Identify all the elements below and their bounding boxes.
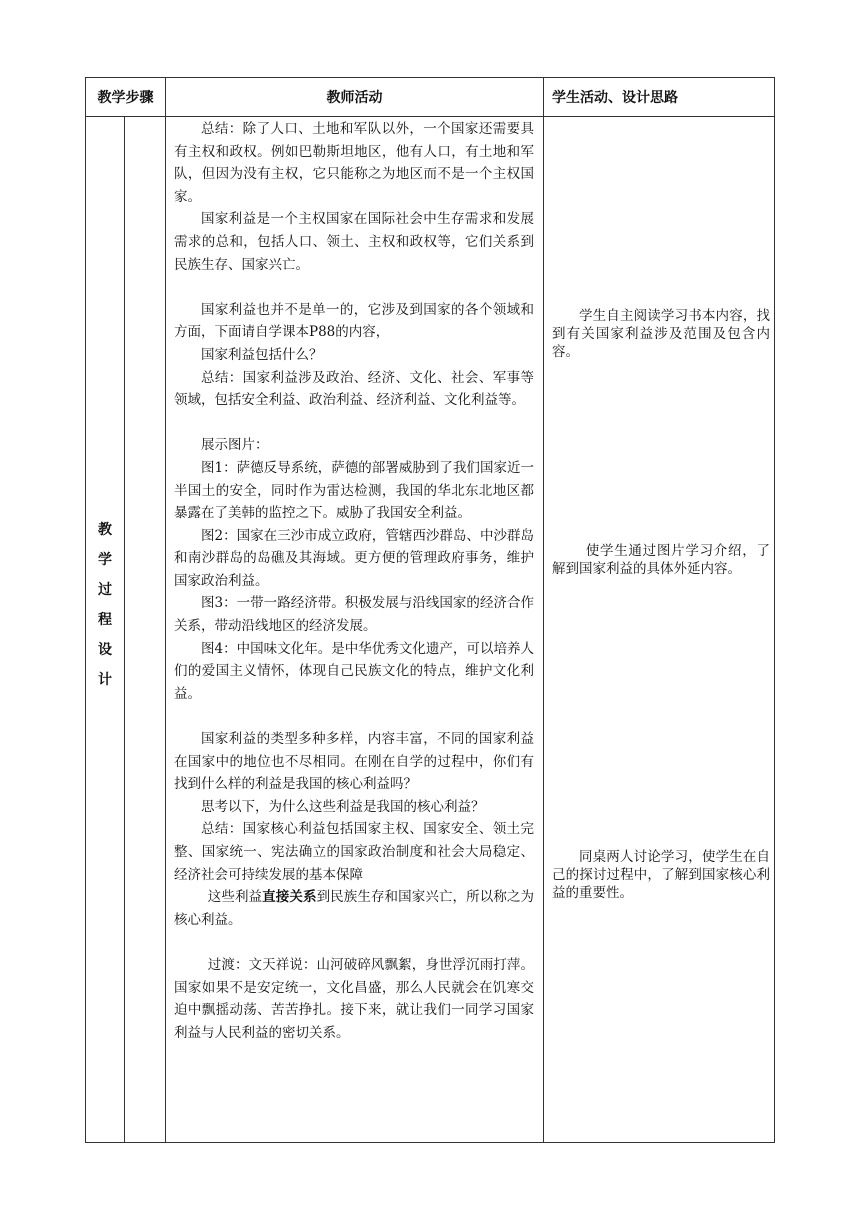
header-student-label: 学生活动、设计思路 [552,90,678,106]
header-teacher [166,78,543,116]
teacher-paragraph: 总结：除了人口、土地和军队以外，一个国家还需要具有主权和政权。例如巴勒斯坦地区，他有人口，有土地和军队，但因为没有主权，它只能称之为地区而不是一个主权国家。 [174,121,534,205]
step-inner-divider [124,116,125,1142]
step-label [86,515,124,695]
teacher-paragraph: 图2：国家在三沙市成立政府，管辖西沙群岛、中沙群岛和南沙群岛的岛礁及其海域。更方便的管理政府事务，维护国家政治利益。 [174,527,534,589]
step-label-char: 学 [98,552,112,568]
student-note: 学生自主阅读学习书本内容，找到有关国家利益涉及范围及包含内容。 [552,308,770,360]
teacher-paragraph-direct [174,886,534,931]
teacher-paragraph-transition: 过渡：文天祥说：山河破碎风飘絮，身世浮沉雨打萍。国家如果不是安定统一，文化昌盛，那么人民就会在饥寒交迫中飘摇动荡、苦苦挣扎。接下来，就让我们一同学习国家利益与人民利益的密切关系。 [174,956,534,1041]
teacher-paragraph: 总结：国家利益涉及政治、经济、文化、社会、军事等领域，包括安全利益、政治利益、经济利益、文化利益等。 [174,369,534,409]
step-label-char: 程 [98,612,112,628]
teacher-paragraph: 思考以下，为什么这些利益是我国的核心利益？ [201,798,485,815]
blank-line [174,931,534,954]
teacher-paragraph: 总结：国家核心利益包括国家主权、国家安全、领土完整、国家统一、宪法确立的国家政治制度和社会大局稳定、经济社会可持续发展的基本保障 [174,821,534,883]
direct-pre: 这些利益 [207,889,263,906]
header-step-label: 教学步骤 [97,90,154,106]
teacher-paragraph: 图1：萨德反导系统，萨德的部署威胁到了我们国家近一半国土的安全，同时作为雷达检测，我国的华北东北地区都暴露在了美韩的监控之下。威胁了我国安全利益。 [174,459,534,522]
step-label-char: 设 [98,642,112,658]
column-divider [543,78,544,1142]
header-step [86,78,165,116]
teacher-paragraph: 图3：一带一路经济带。积极发展与沿线国家的经济合作关系，带动沿线地区的经济发展。 [174,595,534,635]
student-note: 使学生通过图片学习介绍，了解到国家利益的具体外延内容。 [552,543,770,577]
teacher-paragraph: 展示图片： [201,437,269,454]
header-teacher-label: 教师活动 [326,90,383,106]
blank-line [174,412,534,435]
blank-line [174,705,534,728]
direct-post: 到民族生存和国家兴亡，所以称之为核心利益。 [174,889,535,928]
header-student [552,78,772,116]
teacher-paragraph: 国家利益的类型多种多样，内容丰富，不同的国家利益在国家中的地位也不尽相同。在刚在自学的过程中，你们有找到什么样的利益是我国的核心利益吗？ [174,731,534,793]
teacher-paragraph: 国家利益也并不是单一的，它涉及到国家的各个领域和方面，下面请自学课本P88的内容， [174,301,534,341]
header-divider [86,116,774,117]
step-label-char: 教 [98,522,112,538]
blank-line [174,276,534,299]
teacher-paragraph: 国家利益是一个主权国家在国际社会中生存需求和发展需求的总和，包括人口、领土、主权和政权等，它们关系到民族生存、国家兴亡。 [174,211,534,273]
lesson-plan-table [85,77,775,1143]
teacher-activity-text [174,118,534,1044]
step-label-char: 计 [98,672,112,688]
step-label-char: 过 [98,582,112,598]
teacher-paragraph: 国家利益包括什么？ [201,346,323,363]
teacher-paragraph: 图4：中国味文化年。是中华优秀文化遗产，可以培养人们的爱国主义情怀，体现自己民族文化的特点，维护文化利益。 [174,640,534,702]
student-note: 同桌两人讨论学习，使学生在自己的探讨过程中，了解到国家核心利益的重要性。 [552,849,770,901]
direct-bold: 直接关系 [262,889,317,906]
column-divider [165,78,166,1142]
